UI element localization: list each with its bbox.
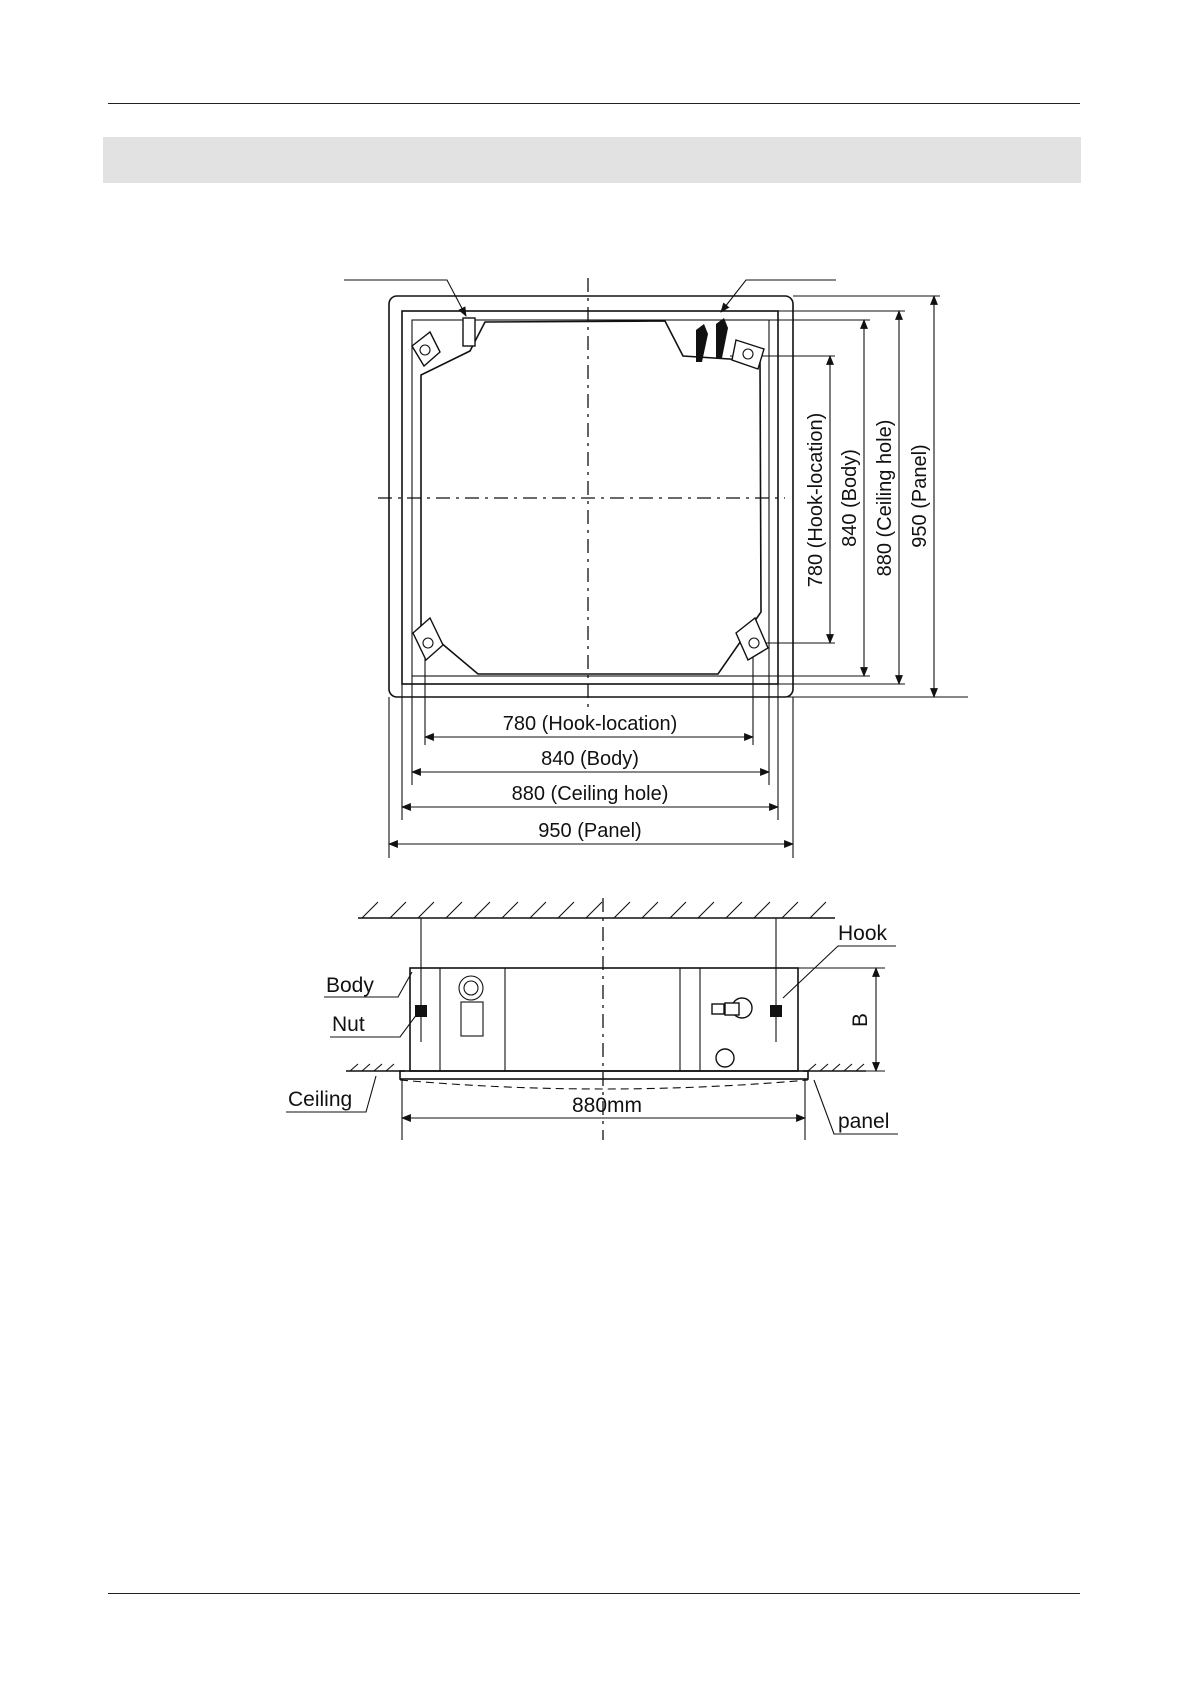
hook-bracket-bottom-left — [413, 618, 443, 660]
hook-leader — [783, 946, 896, 998]
label-body-h: 840 (Body) — [541, 748, 639, 770]
hook-bracket-top-right — [732, 340, 764, 369]
label-body: Body — [326, 974, 374, 997]
decoration-panel — [400, 1071, 808, 1079]
nut-right — [770, 1005, 782, 1017]
upper-slab-hatch — [362, 902, 826, 918]
label-nut: Nut — [332, 1013, 365, 1036]
top-view — [344, 278, 968, 858]
label-panel: panel — [838, 1110, 890, 1133]
label-hook-location-h: 780 (Hook-location) — [502, 713, 678, 735]
side-view — [286, 898, 898, 1140]
hook-bracket-top-left — [412, 332, 440, 366]
label-panel-h: 950 (Panel) — [538, 820, 642, 842]
label-ceiling: Ceiling — [288, 1088, 353, 1111]
label-ceiling-hole-h: 880 (Ceiling hole) — [511, 783, 669, 805]
label-ceiling-hole-v: 880 (Ceiling hole) — [874, 419, 896, 577]
hook-bracket-bottom-right — [736, 618, 768, 660]
label-hook-location-v: 780 (Hook-location) — [805, 412, 827, 588]
fan-motor-symbol — [459, 976, 483, 1000]
pipe-fittings — [712, 998, 752, 1067]
label-panel-v: 950 (Panel) — [909, 444, 931, 548]
control-box — [461, 1002, 483, 1036]
unit-body — [410, 968, 798, 1071]
label-hook: Hook — [838, 922, 888, 945]
label-880mm: 880mm — [571, 1094, 643, 1117]
refrigerant-pipes — [696, 318, 728, 362]
ceiling-hatch — [350, 1064, 864, 1071]
label-body-v: 840 (Body) — [839, 449, 861, 547]
drain-outlet — [463, 318, 475, 346]
label-b: B — [849, 1012, 872, 1028]
